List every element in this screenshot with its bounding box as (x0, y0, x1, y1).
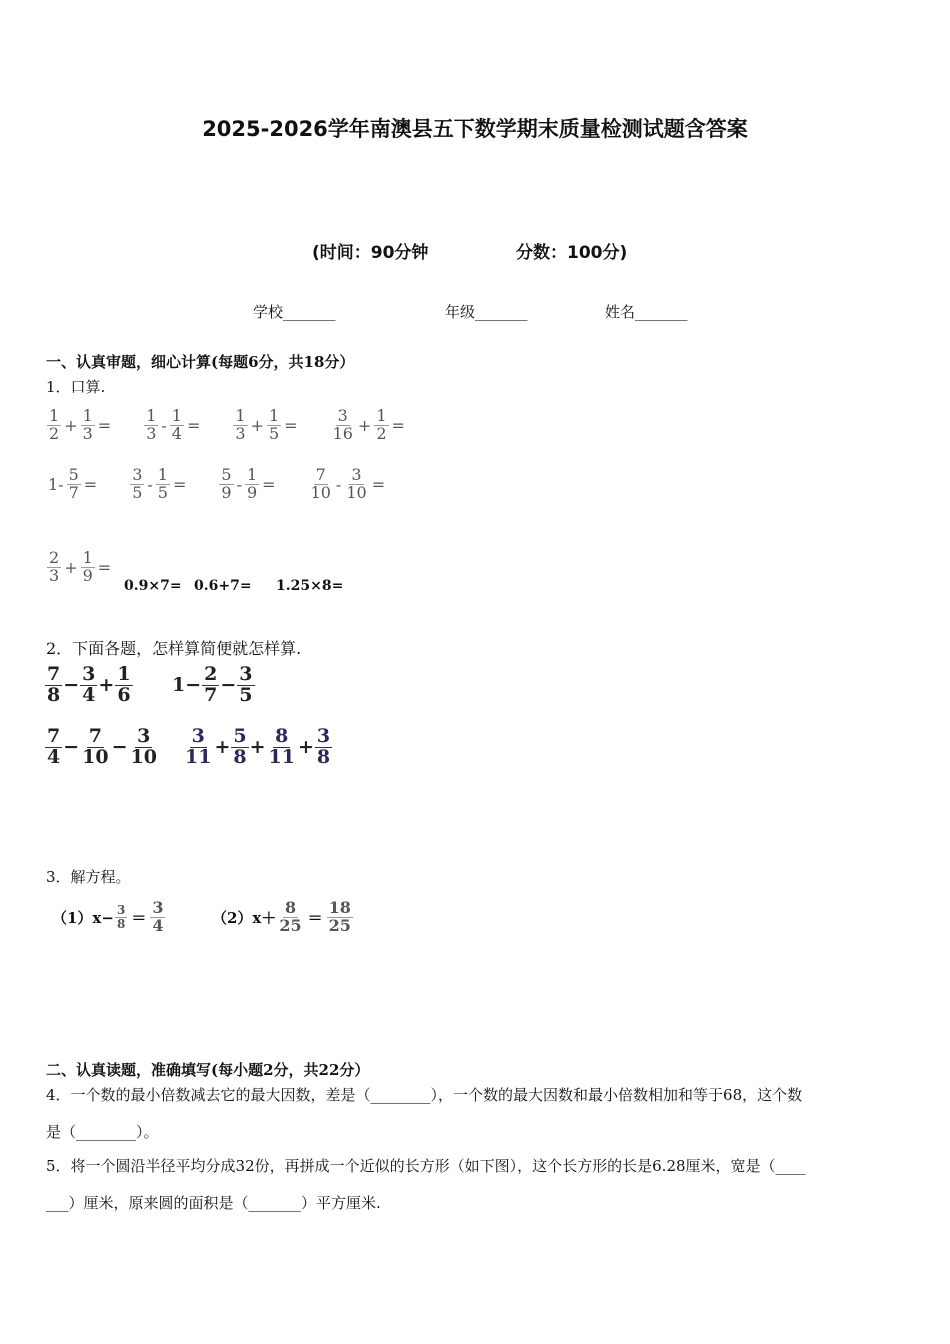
q3-label: 3．解方程。 (46, 868, 131, 886)
school-field[interactable]: 学校_______ (253, 303, 336, 321)
q3-equation1: （1）x− $\frac{3}{8}$ ＝ 3 4 (52, 898, 164, 935)
oral-item: 1 3 + $\frac{1}{5}$ = (235, 406, 298, 443)
oral-item: 7 10 - $\frac{3}{10}$ = (310, 465, 386, 502)
q2-label: 2．下面各题，怎样算简便就怎样算. (46, 639, 302, 658)
page-title: 2025-2026学年南澳县五下数学期末质量检测试题含答案 (202, 117, 748, 141)
q4-line1: 4．一个数的最小倍数减去它的最大因数，差是（________），一个数的最大因数和最小倍数相加和等于68，这个数 (46, 1086, 803, 1104)
q2-expr2: 1− $\frac{2}{7}$ − $\frac{3}{5}$ (172, 663, 253, 706)
oral-item: 1 2 + $\frac{1}{3}$ = (49, 406, 112, 443)
q5-line1: 5．将一个圆沿半径平均分成32份，再拼成一个近似的长方形（如下图），这个长方形的长是6.28厘米，宽是（____ (46, 1157, 806, 1175)
oral-item: 1- $\frac{5}{7}$ = (48, 465, 98, 502)
oral-item: 3 16 + $\frac{1}{2}$ = (332, 406, 405, 443)
section2-heading: 二、认真读题，准确填写(每小题2分，共22分） (46, 1061, 370, 1079)
name-field[interactable]: 姓名_______ (605, 303, 688, 321)
q1-row1 (46, 408, 407, 443)
oral-item: 0.6+7= (194, 578, 252, 594)
q5-line2: ___）厘米，原来圆的面积是（_______）平方厘米. (46, 1194, 381, 1212)
exam-score: 分数：100分) (516, 243, 628, 263)
q1-row3 (46, 550, 113, 585)
q5-text (46, 1148, 906, 1222)
grade-field[interactable]: 年级_______ (445, 303, 528, 321)
oral-item: 1.25×8= (276, 578, 344, 594)
section1-heading: 一、认真审题，细心计算(每题6分，共18分） (46, 353, 355, 371)
q4-text (46, 1077, 906, 1151)
exam-time: (时间：90分钟 (312, 243, 429, 263)
q1-row2 (46, 467, 387, 502)
oral-item: 1 3 - $\frac{1}{4}$ = (146, 406, 201, 443)
q1-label: 1．口算. (46, 378, 106, 396)
q4-line2: 是（________）。 (46, 1123, 159, 1141)
q2-expr1: 7 8 − $\frac{3}{4}$ + $\frac{1}{6}$ (47, 663, 131, 706)
oral-item: 3 5 - $\frac{1}{5}$ = (132, 465, 187, 502)
q2-expr3: 7 4 − $\frac{7}{10}$ − $\frac{3}{10}$ (47, 725, 157, 768)
oral-item: 5 9 - $\frac{1}{9}$ = (221, 465, 276, 502)
q3-equation2: （2）x＋ 8 25 ＝ 18 25 (212, 898, 351, 935)
oral-item: 2 3 + $\frac{1}{9}$ = (49, 548, 112, 585)
q2-expr4: 3 11 + $\frac{5}{8}$ + $\frac{8}{11}$ + $\frac{3}{8}$ (185, 725, 331, 768)
oral-item: 0.9×7= (124, 578, 182, 594)
